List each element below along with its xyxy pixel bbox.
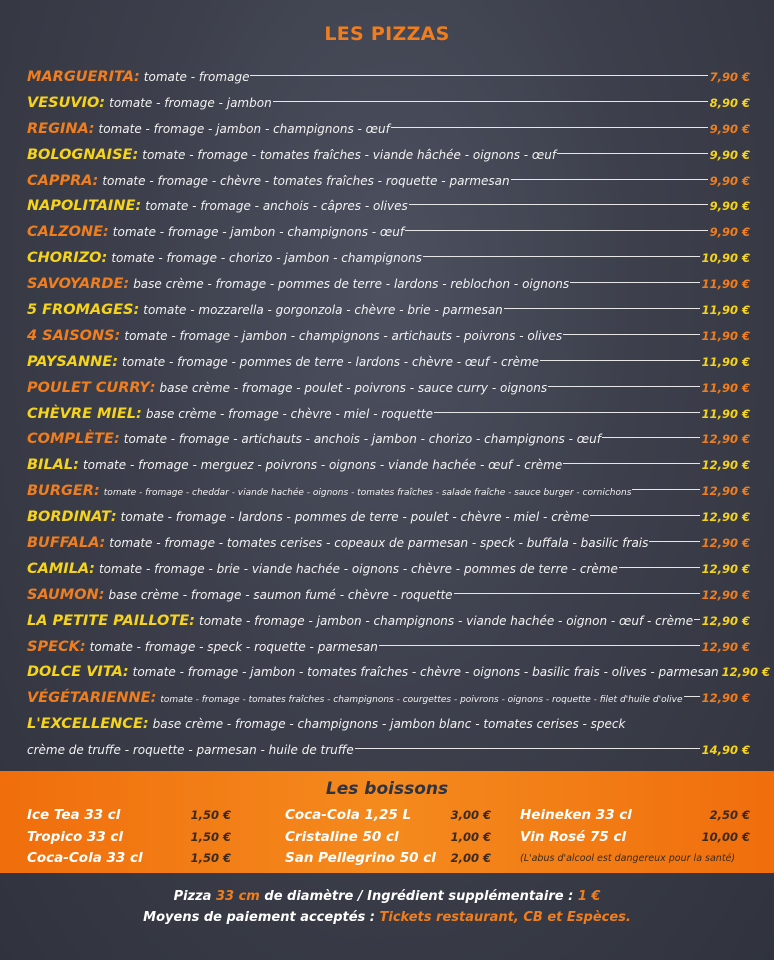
- pizza-row: [27, 686, 750, 712]
- payment-line: [0, 907, 774, 928]
- drink-price: 3,00 €: [450, 808, 491, 822]
- drink-price: 2,50 €: [709, 808, 750, 822]
- dotted-leader: [694, 619, 699, 620]
- pizza-ingredients: tomate - fromage - jambon - champignons - artichauts - poivrons - olives: [124, 328, 563, 343]
- pizza-price: 12,90 €: [701, 484, 750, 499]
- pizza-name: BORDINAT: [27, 509, 111, 526]
- pizza-name: BUFFALA: [27, 535, 100, 552]
- pizza-row: [27, 479, 750, 505]
- pizza-separator: :: [99, 535, 106, 552]
- extra-price: 1 €: [577, 889, 601, 904]
- pizza-row: [27, 427, 750, 453]
- drink-row: [285, 805, 491, 827]
- drink-price: 1,50 €: [190, 808, 231, 822]
- pizza-price: 12,90 €: [701, 587, 750, 602]
- pizza-row: [27, 557, 750, 583]
- pizza-row: [27, 660, 771, 686]
- pizza-separator: :: [114, 327, 121, 344]
- pizza-row: [27, 298, 750, 324]
- drinks-title: Les boissons: [325, 779, 449, 799]
- pizza-row: [27, 169, 750, 195]
- pizza-separator: :: [149, 379, 156, 396]
- pizza-separator: :: [101, 250, 108, 267]
- pizza-separator: :: [136, 405, 142, 422]
- pizza-price: 11,90 €: [701, 303, 750, 318]
- dotted-leader: [391, 127, 708, 128]
- pizza-ingredients: tomate - fromage - jambon - champignons - œuf: [98, 121, 390, 136]
- pizza-price: 10,90 €: [701, 251, 750, 266]
- drink-name: San Pellegrino 50 cl: [285, 850, 436, 866]
- drink-price: 1,50 €: [190, 851, 231, 865]
- pizza-size: 33 cm: [215, 889, 260, 904]
- size-text: de diamètre / Ingrédient supplémentaire :: [264, 889, 574, 904]
- pizza-ingredients: tomate - fromage - jambon - tomates fraîches - chèvre - oignons - basilic frais - olives - parmesan: [132, 665, 719, 680]
- dotted-leader: [273, 101, 708, 102]
- pizza-price: 11,90 €: [701, 328, 750, 343]
- pizza-separator: :: [92, 172, 99, 189]
- pizza-name: CHÈVRE MIEL: [27, 405, 136, 422]
- pizza-name: LA PETITE PAILLOTE: [27, 612, 190, 629]
- pizza-ingredients: tomate - fromage - jambon: [109, 95, 272, 110]
- dotted-leader: [540, 360, 700, 361]
- pizza-row-excellence: [27, 712, 750, 738]
- drink-row: [27, 805, 231, 827]
- pizza-row: [27, 350, 750, 376]
- dotted-leader: [557, 153, 708, 154]
- pizza-separator: :: [79, 638, 86, 655]
- dotted-leader: [590, 515, 699, 516]
- pizza-separator: :: [132, 146, 139, 163]
- pizza-ingredients: tomate - fromage - cheddar - viande hachée - oignons - tomates fraîches - salade fraîche - sauce burger - cornichons: [103, 488, 632, 499]
- pizza-price: 9,90 €: [709, 173, 750, 188]
- pizza-label: Pizza: [173, 889, 212, 904]
- dotted-leader: [619, 567, 700, 568]
- pizza-list: [27, 65, 771, 764]
- dotted-leader: [379, 645, 700, 646]
- pizza-name: CALZONE: [27, 224, 103, 241]
- pizza-separator: :: [98, 586, 105, 603]
- drink-price: 1,50 €: [190, 829, 231, 844]
- drink-name: Heineken 33 cl: [520, 807, 632, 823]
- drink-name: Tropico 33 cl: [27, 828, 124, 845]
- pizza-separator: :: [150, 690, 157, 707]
- dotted-leader: [423, 256, 700, 257]
- dotted-leader: [434, 412, 700, 413]
- pizza-name: VESUVIO: [27, 94, 100, 111]
- alcohol-warning: (L'abus d'alcool est dangereux pour la santé): [520, 853, 736, 864]
- pizza-name: BOLOGNAISE: [27, 146, 133, 163]
- pizza-ingredients: tomate - fromage - anchois - câpres - olives: [145, 199, 408, 214]
- pizza-ingredients: base crème - fromage - saumon fumé - chèvre - roquette: [108, 587, 453, 602]
- drinks-column-3: [520, 805, 750, 870]
- pizza-separator: :: [142, 716, 149, 733]
- dotted-leader: [405, 230, 708, 231]
- pizza-ingredients: base crème - fromage - champignons - jambon blanc - tomates cerises - speck: [152, 717, 626, 732]
- pizza-name: DOLCE VITA: [27, 664, 123, 681]
- pizza-separator: :: [99, 94, 106, 111]
- pizza-ingredients: tomate - fromage - tomates fraîches - champignons - courgettes - poivrons - oignons - roquette - filet d'huile d'olive: [160, 695, 683, 706]
- pizza-separator: :: [93, 483, 100, 500]
- alcohol-warning-row: [520, 848, 750, 870]
- pizza-ingredients: tomate - fromage - merguez - poivrons - oignons - viande hachée - œuf - crème: [82, 458, 563, 473]
- pizza-price: 12,90 €: [701, 536, 750, 551]
- dotted-leader: [632, 489, 699, 490]
- pizza-price: 11,90 €: [701, 354, 750, 369]
- pizza-price: 14,90 €: [701, 743, 750, 758]
- pizza-price: 12,90 €: [701, 639, 750, 654]
- pizza-ingredients: base crème - fromage - chèvre - miel - roquette: [145, 406, 434, 421]
- dotted-leader: [409, 204, 708, 205]
- pizza-ingredients: tomate - fromage - chorizo - jambon - champignons: [111, 251, 422, 266]
- pizza-ingredients: tomate - fromage - jambon - champignons - viande hachée - oignon - œuf - crème: [198, 613, 694, 628]
- pizza-row: [27, 583, 750, 609]
- pizza-row: [27, 402, 750, 428]
- drinks-section: [0, 771, 774, 873]
- pizza-ingredients: tomate - fromage - speck - roquette - parmesan: [89, 639, 378, 654]
- pizza-name: POULET CURRY: [27, 379, 150, 396]
- pizza-name: CAMILA: [27, 560, 90, 577]
- payment-label: Moyens de paiement acceptés :: [143, 910, 375, 925]
- pizza-ingredients: tomate - fromage - tomates fraîches - viande hâchée - oignons - œuf: [142, 147, 557, 162]
- dotted-leader: [250, 75, 707, 76]
- pizza-row: [27, 91, 750, 117]
- drinks-column-2: [285, 805, 491, 870]
- pizza-row: [27, 65, 750, 91]
- pizza-ingredients: tomate - fromage - jambon - champignons - œuf: [112, 225, 405, 240]
- pizza-name: PAYSANNE: [27, 353, 113, 370]
- pizza-name: 4 SAISONS: [27, 327, 115, 344]
- pizza-separator: :: [88, 120, 95, 137]
- drink-price: 1,00 €: [450, 829, 491, 844]
- pizza-ingredients: tomate - fromage - pommes de terre - lardons - chèvre - œuf - crème: [122, 354, 540, 369]
- size-line: [0, 886, 774, 907]
- drink-name: Ice Tea 33 cl: [27, 807, 121, 823]
- pizza-ingredients: crème de truffe - roquette - parmesan - huile de truffe: [27, 743, 354, 758]
- pizza-row: [27, 143, 750, 169]
- pizza-name: BILAL: [27, 457, 74, 474]
- dotted-leader: [511, 179, 708, 180]
- pizza-separator: :: [135, 198, 142, 215]
- pizza-name: SPECK: [27, 638, 80, 655]
- footer: [0, 886, 774, 928]
- pizza-name: SAUMON: [27, 586, 99, 603]
- pizza-separator: :: [133, 302, 140, 319]
- pizza-ingredients: tomate - fromage - brie - viande hachée - oignons - chèvre - pommes de terre - crème: [98, 561, 618, 576]
- pizza-row: [27, 324, 750, 350]
- pizza-row-excellence-continued: [27, 738, 750, 764]
- pizza-price: 9,90 €: [709, 147, 750, 162]
- pizza-separator: :: [110, 509, 117, 526]
- pizza-separator: :: [189, 612, 195, 629]
- drink-row: [285, 848, 491, 870]
- pizzas-title: LES PIZZAS: [324, 23, 450, 45]
- pizza-ingredients: base crème - fromage - poulet - poivrons - sauce curry - oignons: [159, 380, 548, 395]
- pizza-separator: :: [123, 276, 130, 293]
- pizza-name: NAPOLITAINE: [27, 198, 136, 215]
- drink-price: 2,00 €: [450, 851, 491, 865]
- pizza-separator: :: [113, 431, 120, 448]
- pizza-row: [27, 246, 750, 272]
- pizza-separator: :: [73, 457, 79, 474]
- pizza-ingredients: tomate - fromage - lardons - pommes de terre - poulet - chèvre - miel - crème: [120, 510, 590, 525]
- pizza-price: 9,90 €: [709, 199, 750, 214]
- pizza-separator: :: [133, 69, 140, 85]
- pizza-name: L'EXCELLENCE: [27, 716, 143, 733]
- pizza-name: CHORIZO: [27, 250, 102, 267]
- drink-row: [27, 827, 231, 849]
- pizza-price: 12,90 €: [701, 613, 750, 628]
- drink-name: Coca-Cola 1,25 L: [285, 807, 412, 823]
- pizza-price: 7,90 €: [709, 70, 750, 84]
- pizza-price: 11,90 €: [701, 380, 750, 395]
- pizza-ingredients: base crème - fromage - pommes de terre - lardons - reblochon - oignons: [133, 277, 570, 292]
- pizza-row: [27, 272, 750, 298]
- payment-methods: Tickets restaurant, CB et Espèces.: [379, 910, 631, 925]
- pizza-ingredients: tomate - fromage - tomates cerises - copeaux de parmesan - speck - buffala - basilic frais: [109, 536, 649, 551]
- pizza-row: [27, 531, 750, 557]
- pizza-separator: :: [122, 664, 129, 681]
- dotted-leader: [563, 334, 699, 335]
- pizza-price: 8,90 €: [709, 95, 750, 110]
- drink-row: [520, 805, 750, 827]
- pizza-separator: :: [89, 560, 95, 577]
- pizza-price: 12,90 €: [701, 510, 750, 525]
- pizza-ingredients: tomate - fromage - artichauts - anchois - jambon - chorizo - champignons - œuf: [123, 432, 601, 447]
- pizza-separator: :: [112, 353, 119, 370]
- pizza-name: COMPLÈTE: [27, 431, 114, 448]
- pizza-price: 12,90 €: [701, 432, 750, 447]
- drink-name: Vin Rosé 75 cl: [520, 828, 627, 845]
- pizza-row: [27, 220, 750, 246]
- pizza-row: [27, 194, 750, 220]
- pizza-row: [27, 609, 750, 635]
- pizza-name: CAPPRA: [27, 172, 93, 189]
- dotted-leader: [602, 437, 700, 438]
- drink-row: [520, 827, 750, 849]
- pizza-price: 12,90 €: [721, 665, 771, 680]
- pizza-row: [27, 453, 750, 479]
- dotted-leader: [454, 593, 700, 594]
- dotted-leader: [570, 282, 699, 283]
- pizza-name: VÉGÉTARIENNE: [27, 690, 151, 707]
- pizza-row: [27, 376, 750, 402]
- pizza-ingredients: tomate - mozzarella - gorgonzola - chèvre - brie - parmesan: [143, 303, 503, 318]
- dotted-leader: [504, 308, 700, 309]
- pizza-price: 11,90 €: [701, 406, 750, 421]
- drink-name: Coca-Cola 33 cl: [27, 850, 143, 866]
- drink-name: Cristaline 50 cl: [285, 828, 399, 845]
- pizza-separator: :: [102, 224, 109, 241]
- pizza-price: 9,90 €: [709, 121, 750, 136]
- pizza-name: 5 FROMAGES: [27, 302, 134, 319]
- pizza-row: [27, 505, 750, 531]
- pizza-row: [27, 635, 750, 661]
- dotted-leader: [649, 541, 699, 542]
- drinks-column-1: [27, 805, 231, 870]
- pizza-price: 12,90 €: [701, 561, 750, 576]
- pizza-row: [27, 117, 750, 143]
- pizza-ingredients: tomate - fromage - chèvre - tomates fraîches - roquette - parmesan: [102, 173, 510, 188]
- pizza-name: BURGER: [27, 483, 94, 500]
- drink-row: [285, 827, 491, 849]
- drink-row: [27, 848, 231, 870]
- dotted-leader: [548, 386, 700, 387]
- pizza-price: 12,90 €: [701, 458, 750, 473]
- pizza-name: REGINA: [27, 120, 89, 137]
- pizza-price: 11,90 €: [701, 277, 750, 292]
- pizza-name: MARGUERITA: [27, 69, 134, 85]
- pizza-price: 12,90 €: [701, 691, 750, 706]
- drink-price: 10,00 €: [701, 829, 750, 844]
- dotted-leader: [684, 696, 700, 697]
- pizza-ingredients: tomate - fromage: [143, 70, 250, 84]
- pizza-name: SAVOYARDE: [27, 276, 124, 293]
- pizza-price: 9,90 €: [709, 225, 750, 240]
- dotted-leader: [355, 748, 700, 749]
- dotted-leader: [563, 463, 699, 464]
